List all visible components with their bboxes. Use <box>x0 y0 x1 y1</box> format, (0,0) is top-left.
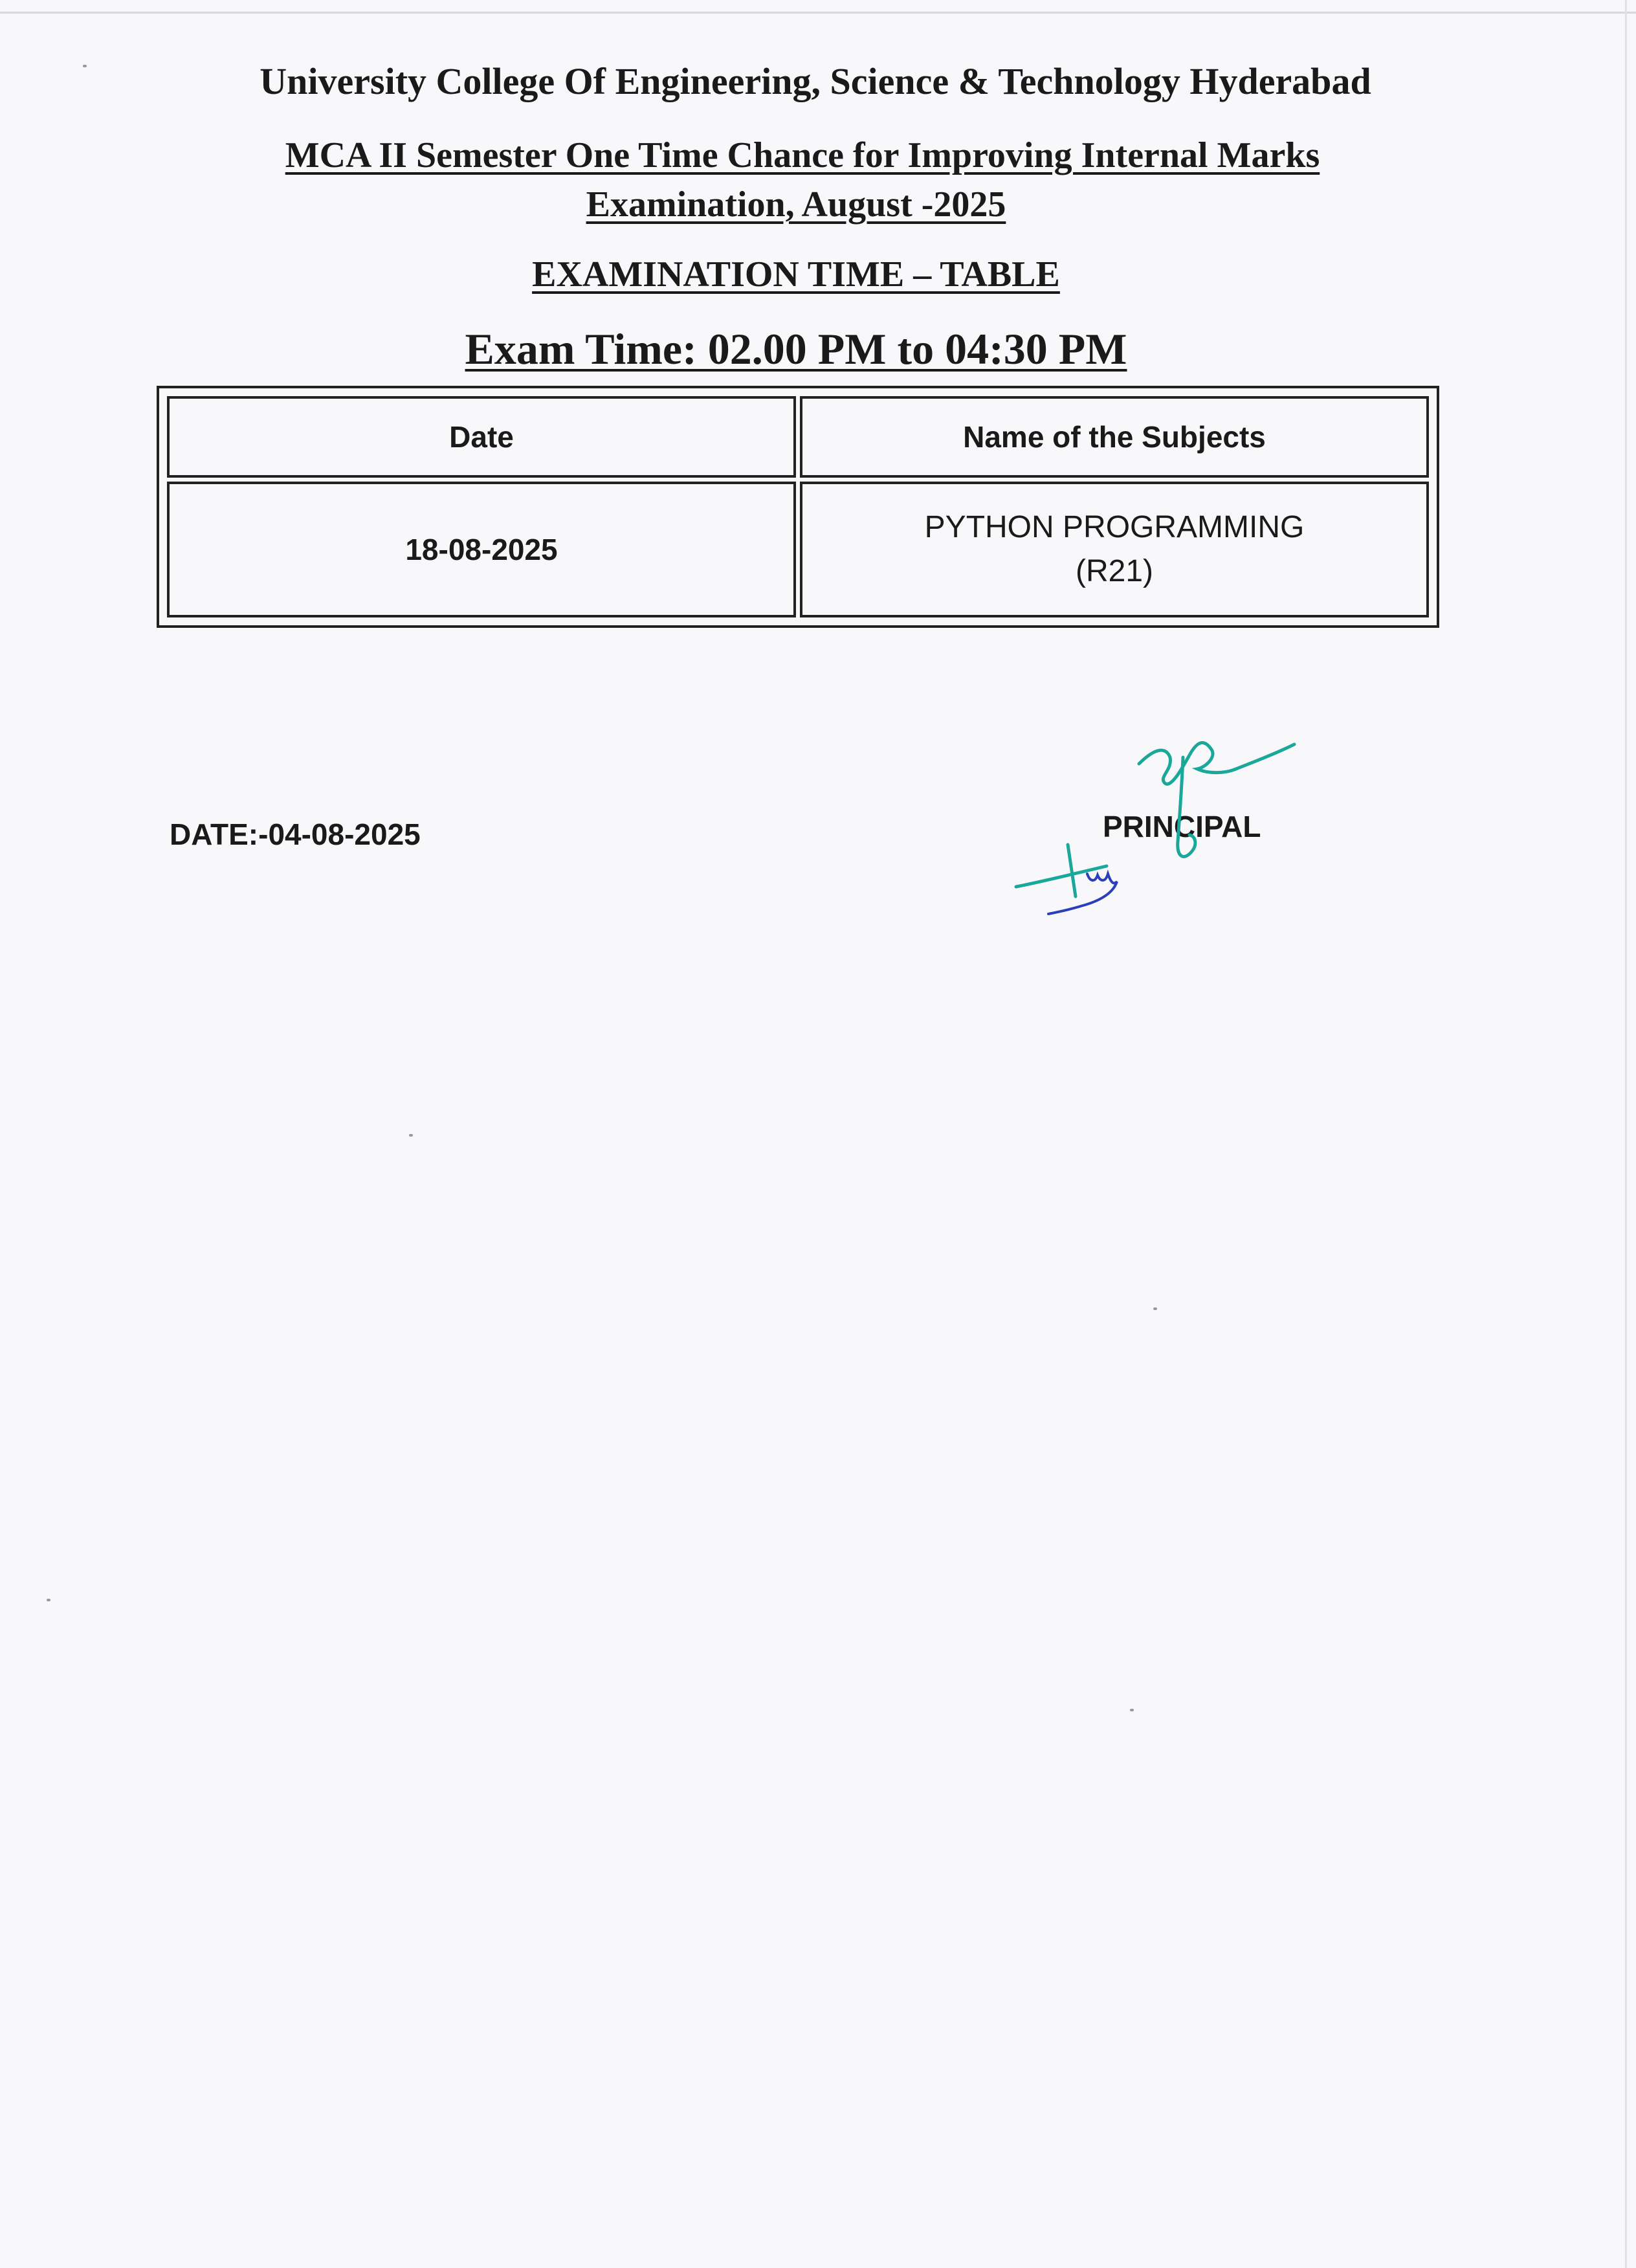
column-header-subjects: Name of the Subjects <box>800 396 1429 478</box>
exam-time: Exam Time: 02.00 PM to 04:30 PM <box>465 324 1127 373</box>
scan-top-edge <box>0 12 1636 14</box>
exam-title-line-1: MCA II Semester One Time Chance for Improving Internal Marks <box>285 135 1320 175</box>
timetable <box>163 392 1433 621</box>
signature-stroke-main <box>1139 742 1294 784</box>
scan-speck <box>1153 1307 1157 1310</box>
subject-regulation: (R21) <box>1075 554 1154 588</box>
signatory-title: PRINCIPAL <box>1103 810 1261 843</box>
principal-signature <box>1003 712 1340 932</box>
scan-speck <box>47 1599 50 1601</box>
timetable-frame <box>157 386 1439 628</box>
institution-name: University College Of Engineering, Science & Technology Hyderabad <box>260 60 1371 102</box>
subject-cell <box>800 482 1429 617</box>
issue-date: DATE:-04-08-2025 <box>170 817 421 851</box>
signature-initial-bar <box>1016 866 1107 887</box>
exam-date-cell: 18-08-2025 <box>167 482 796 617</box>
signature-blue-initials <box>1048 874 1117 914</box>
scan-speck <box>409 1134 413 1137</box>
column-header-date: Date <box>167 396 796 478</box>
signature-initial-stem <box>1068 845 1076 896</box>
scan-speck <box>1130 1709 1134 1711</box>
exam-title-line-2: Examination, August -2025 <box>586 184 1006 225</box>
scan-speck <box>83 65 87 67</box>
timetable-heading: EXAMINATION TIME – TABLE <box>532 254 1060 295</box>
subject-name: PYTHON PROGRAMMING <box>924 510 1305 544</box>
scan-right-edge <box>1625 0 1627 2268</box>
table-header-row <box>167 396 1429 478</box>
table-row <box>167 482 1429 617</box>
